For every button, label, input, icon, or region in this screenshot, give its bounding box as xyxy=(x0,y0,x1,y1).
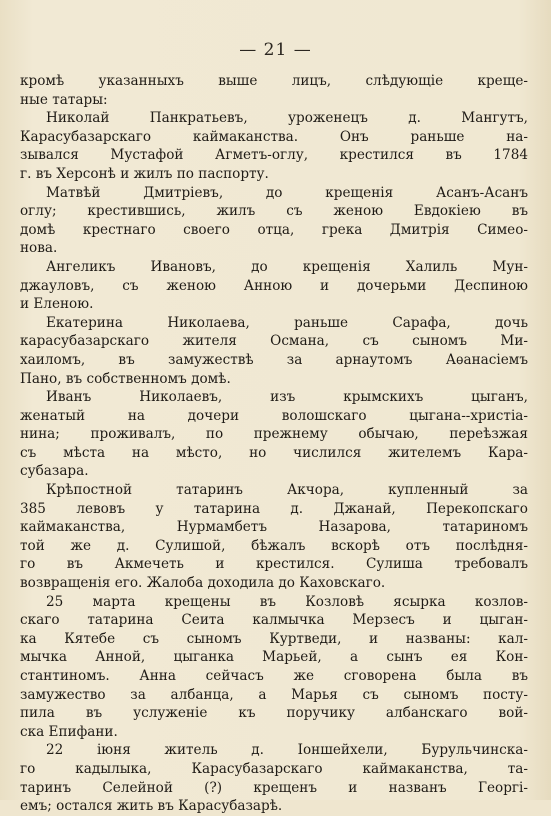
paragraph xyxy=(20,481,528,593)
text-line: субазара. xyxy=(20,463,89,480)
text-line: пила въ услуженіе къ поручику албанскаго вой- xyxy=(20,705,528,722)
paragraph xyxy=(20,741,528,815)
text-line: го кадылыка, Карасубазарскаго каймаканства, та- xyxy=(20,760,528,777)
text-line: таринъ Селейной (?) крещенъ и названъ Георгі- xyxy=(20,779,528,796)
text-line: скаго татарина Сеита калмычка Мерзесъ и цыган- xyxy=(20,612,528,629)
text-line: Карасубазарскаго каймаканства. Онъ раньше на- xyxy=(20,128,528,145)
paragraph xyxy=(20,593,528,742)
text-line: оглу; крестившись, жилъ съ женою Евдокіею въ xyxy=(20,203,528,220)
text-line: джауловъ, съ женою Анною и дочерьми Деспиною xyxy=(20,277,528,294)
page-number: — 21 — xyxy=(239,40,312,60)
paragraph xyxy=(20,184,528,258)
text-line: кромѣ указанныхъ выше лицъ, слѣдующіе креще- xyxy=(20,73,528,89)
text-line: хаиломъ, въ замужествѣ за арнаутомъ Аѳанасіемъ xyxy=(20,351,528,368)
paragraph xyxy=(20,258,528,314)
text-line: нова. xyxy=(20,240,58,257)
text-line: ка Кятебе съ сыномъ Куртведи, и названы: кал- xyxy=(20,630,528,647)
text-line: Крѣпостной татаринъ Акчора, купленный за xyxy=(46,482,528,499)
text-line: Матвѣй Дмитріевъ, до крещенія Асанъ-Асанъ xyxy=(46,184,528,201)
paragraph xyxy=(20,72,528,109)
text-line: Ангеликъ Ивановъ, до крещенія Халиль Мун- xyxy=(46,258,528,275)
text-line: той же д. Сулишой, бѣжалъ вскорѣ отъ послѣдня- xyxy=(20,537,528,554)
text-line: г. въ Херсонѣ и жилъ по паспорту. xyxy=(20,165,269,182)
text-line: мычка Анной, цыганка Марьей, а сынъ ея Кон- xyxy=(20,649,528,666)
text-line: Пано, въ собственномъ домѣ. xyxy=(20,370,231,387)
text-line: ска Епифани. xyxy=(20,723,118,740)
text-line: и Еленою. xyxy=(20,296,94,313)
text-line: го въ Акмечеть и крестился. Сулиша требовалъ xyxy=(20,556,528,573)
text-line: возвращенія его. Жалоба доходила до Каховскаго. xyxy=(20,575,386,592)
text-line: Николай Панкратьевъ, уроженецъ д. Мангутъ, xyxy=(46,110,528,127)
text-line: стантиномъ. Анна сейчасъ же сговорена была въ xyxy=(20,668,528,684)
text-line: ные татары: xyxy=(20,91,108,108)
text-line: замужество за албанца, а Марья съ сыномъ посту- xyxy=(20,686,528,703)
text-line: съ мѣста на мѣсто, но числился жителемъ Кара- xyxy=(20,444,528,461)
text-line: нина; проживалъ, по прежнему обычаю, переѣзжая xyxy=(20,426,528,443)
text-line: 22 іюня житель д. Іоншейхели, Бурульчинска- xyxy=(46,742,528,759)
text-line: женатый на дочери волошскаго цыгана--христіа- xyxy=(20,407,528,424)
text-line: зывался Мустафой Агметъ-оглу, крестился въ 1784 xyxy=(20,147,528,164)
text-line: каймаканства, Нурмамбетъ Назарова, татариномъ xyxy=(20,519,528,536)
paragraph xyxy=(20,109,528,183)
paragraph xyxy=(20,314,528,388)
text-line: Иванъ Николаевъ, изъ крымскихъ цыганъ, xyxy=(46,389,528,406)
text-line: домѣ крестнаго своего отца, грека Дмитрія Симео- xyxy=(20,221,528,238)
page-body-text xyxy=(20,72,528,816)
text-line: 25 марта крещены въ Козловѣ ясырка козлов- xyxy=(46,593,528,610)
text-line: 385 левовъ у татарина д. Джанай, Перекопскаго xyxy=(20,500,528,517)
text-line: карасубазарскаго жителя Османа, съ сыномъ Ми- xyxy=(20,333,528,350)
text-line: Екатерина Николаева, раньше Сарафа, дочь xyxy=(46,314,528,331)
text-line: емъ; остался жить въ Карасубазарѣ. xyxy=(20,798,283,815)
paragraph xyxy=(20,388,528,481)
